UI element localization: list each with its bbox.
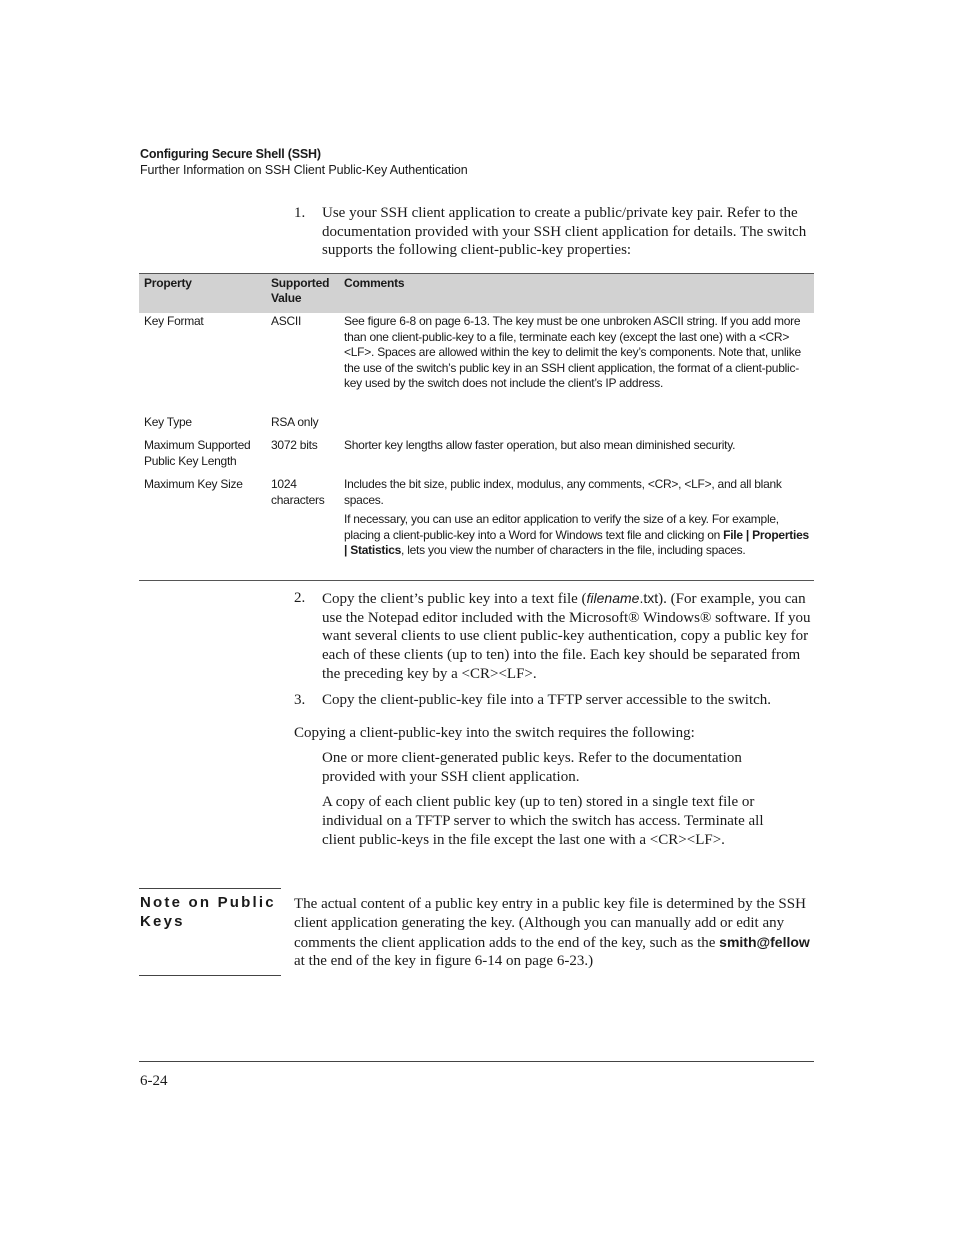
table-cell-value: ASCII	[271, 314, 302, 328]
table-cell-property: Key Type	[144, 415, 192, 429]
step-number: 1.	[294, 205, 306, 221]
table-cell-value: 1024 characters	[271, 477, 325, 507]
requirement-item: One or more client-generated public keys. Refer to the documentation provided with your SSH client application.	[322, 750, 742, 785]
column-header-value: Supported Value	[271, 276, 330, 305]
section-title: Further Information on SSH Client Public-Key Authentication	[140, 163, 468, 177]
table-cell-property: Key Format	[144, 314, 204, 328]
note-bottom-rule	[139, 975, 281, 976]
step-text: Use your SSH client application to create a public/private key pair. Refer to the documentation provided with your SSH client application for details. The switch supports the following client-public-key properties:	[322, 205, 807, 259]
filename-placeholder: filename	[586, 590, 640, 606]
step-number: 2.	[294, 590, 306, 606]
step-number: 3.	[294, 692, 306, 708]
column-header-property: Property	[144, 276, 192, 290]
chapter-title: Configuring Secure Shell (SSH)	[140, 147, 321, 161]
table-header-row	[139, 273, 814, 313]
step-text: Copy the client-public-key file into a TFTP server accessible to the switch.	[322, 692, 772, 708]
requirement-item: A copy of each client public key (up to ten) stored in a single text file or individual on a TFTP server to which the switch has access. Terminate all client public-keys in the file except the last one with a <CR><LF>.	[322, 794, 764, 848]
requirements-intro: Copying a client-public-key into the switch requires the following:	[294, 725, 695, 741]
page-number: 6-24	[140, 1073, 168, 1089]
table-cell-comments: Includes the bit size, public index, modulus, any comments, <CR>, <LF>, and all blank spaces.	[344, 477, 782, 507]
footer-rule	[139, 1061, 814, 1062]
table-cell-property: Maximum Supported Public Key Length	[144, 438, 251, 468]
step-text: Copy the client’s public key into a text file (filename.txt). (For example, you can use the Notepad editor included with the Microsoft® Windows® software. If you want several clients to use client public-key authentication, copy a public key for each of these clients (up to ten) into the file. Each key should be separated from the preceding key by a <CR><LF>.	[322, 590, 811, 682]
note-text: The actual content of a public key entry in a public key file is determined by the SSH client application generating the key. (Although you can manually add or edit any comments the client application adds to the end of the key, such as the smith@fellow at the end of the key in figure 6-14 on page 6-23.)	[294, 896, 810, 970]
table-cell-comments: See figure 6-8 on page 6-13. The key must be one unbroken ASCII string. If you add more than one client-public-key to a file, terminate each key (except the last one) with a <CR><LF>. Spaces are allowed within the key to delimit the key’s components. Note that, unlike the use of the switch’s public key in an SSH client application, the format of a client-public-key used by the switch does not include the client’s IP address.	[344, 314, 801, 390]
example-key-comment: smith@fellow	[719, 933, 810, 950]
note-top-rule	[139, 888, 281, 889]
table-cell-value: 3072 bits	[271, 438, 318, 452]
table-cell-comments-extra: If necessary, you can use an editor application to verify the size of a key. For example, placing a client-public-key into a Word for Windows text file and clicking on File | Properties | Statistics, lets you view the number of characters in the file, including spaces.	[344, 512, 809, 557]
table-cell-comments: Shorter key lengths allow faster operation, but also mean diminished security.	[344, 438, 736, 452]
column-header-comments: Comments	[344, 276, 405, 290]
table-cell-property: Maximum Key Size	[144, 477, 243, 491]
table-cell-value: RSA only	[271, 415, 319, 429]
menu-path: File | Properties | Statistics	[344, 527, 809, 557]
table-bottom-rule	[139, 580, 814, 581]
note-heading: Note on Public Keys	[140, 894, 276, 930]
